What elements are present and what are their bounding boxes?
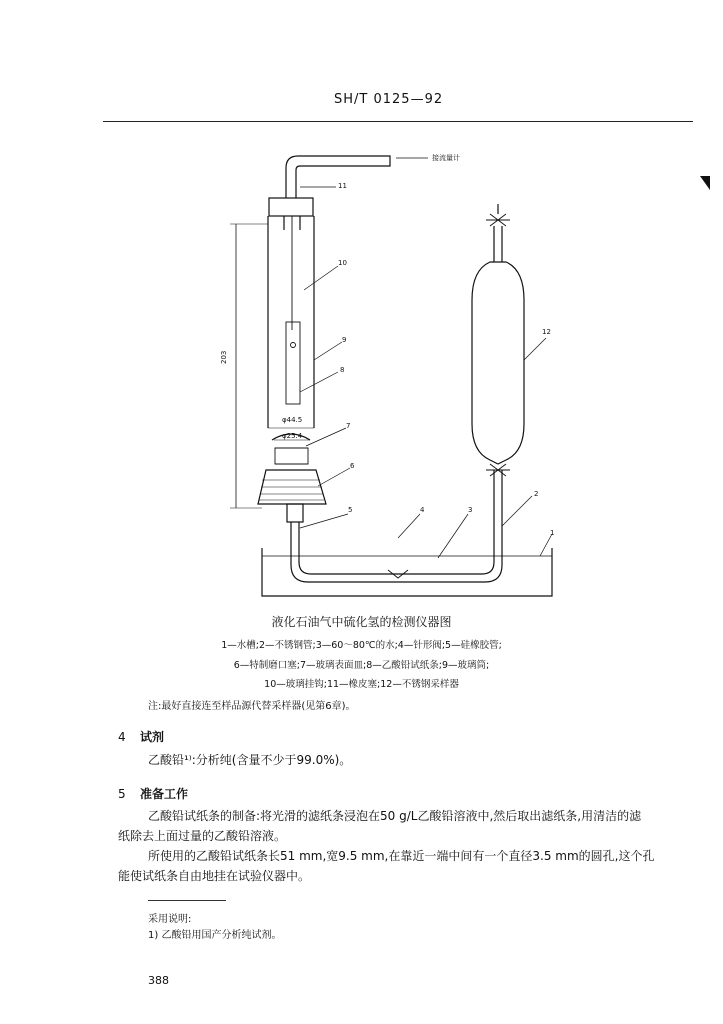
callout-5: 5 xyxy=(348,506,353,514)
dimension-d2-label: φ25.4 xyxy=(282,432,303,440)
section-5-heading xyxy=(118,785,188,802)
section-5-number: 5 xyxy=(118,787,126,801)
dimension-height-label: 203 xyxy=(220,350,228,364)
water-bath xyxy=(262,548,552,596)
callout-10: 10 xyxy=(338,259,347,267)
callout-6: 6 xyxy=(350,462,355,470)
rubber-stopper xyxy=(269,198,313,216)
watch-glass-support xyxy=(275,448,308,464)
footnote-text: 1) 乙酸铅用国产分析纯试剂。 xyxy=(148,930,282,941)
callout-11: 11 xyxy=(338,182,347,190)
page-number: 388 xyxy=(148,974,169,987)
top-valve xyxy=(486,214,510,226)
figure-caption: 液化石油气中硫化氢的检测仪器图 xyxy=(271,615,452,629)
section-4-heading xyxy=(118,728,164,745)
reagent-text: 乙酸铅¹⁾:分析纯(含量不少于99.0%)。 xyxy=(148,753,352,767)
section-5-title: 准备工作 xyxy=(140,787,189,801)
steel-tube-outer xyxy=(291,470,502,582)
section-4-number: 4 xyxy=(118,730,126,744)
figure-legend-line-1: 1—水槽;2—不锈钢管;3—60～80℃的水;4—针形阀;5—硅橡胶管; xyxy=(221,640,502,651)
figure-legend-line-3: 10—玻璃挂钩;11—橡皮塞;12—不锈钢采样器 xyxy=(264,679,459,690)
callout-7: 7 xyxy=(346,422,351,430)
prep-para-2-line-2: 能使试纸条自由地挂在试验仪器中。 xyxy=(118,869,311,883)
prep-para-2-line-1: 所使用的乙酸铅试纸条长51 mm,宽9.5 mm,在靠近一端中间有一个直径3.5 mm的圆孔,这个孔 xyxy=(148,849,655,863)
strip-hole xyxy=(291,343,296,348)
callout-9: 9 xyxy=(342,336,347,344)
silicone-tube xyxy=(287,504,303,522)
lead-acetate-strip xyxy=(286,322,300,404)
standard-code: SH/T 0125—92 xyxy=(334,92,444,107)
prep-para-1-line-2: 纸除去上面过量的乙酸铅溶液。 xyxy=(118,829,287,843)
footnote-title: 采用说明: xyxy=(148,914,192,925)
sampler-cylinder xyxy=(472,262,524,464)
callout-3: 3 xyxy=(468,506,473,514)
footnote-rule xyxy=(148,900,226,901)
dimension-d1-label: φ44.5 xyxy=(282,416,303,424)
section-4-title: 试剂 xyxy=(140,730,165,744)
steel-tube-inner xyxy=(299,470,494,574)
to-flowmeter-label: 接流量计 xyxy=(432,154,460,162)
outlet-tube xyxy=(286,156,390,198)
callout-4: 4 xyxy=(420,506,425,514)
bottom-valve xyxy=(486,464,510,476)
callout-2: 2 xyxy=(534,490,539,498)
prep-para-1-line-1: 乙酸铅试纸条的制备:将光滑的滤纸条浸泡在50 g/L乙酸铅溶液中,然后取出滤纸条,用清洁的滤 xyxy=(148,809,642,823)
callout-12: 12 xyxy=(542,328,551,336)
figure-note: 注:最好直接连至样品源代替采样器(见第6章)。 xyxy=(148,701,356,712)
callout-1: 1 xyxy=(550,529,555,537)
figure-legend-line-2: 6—特制磨口塞;7—玻璃表面皿;8—乙酸铅试纸条;9—玻璃筒; xyxy=(233,660,490,671)
callout-8: 8 xyxy=(340,366,345,374)
